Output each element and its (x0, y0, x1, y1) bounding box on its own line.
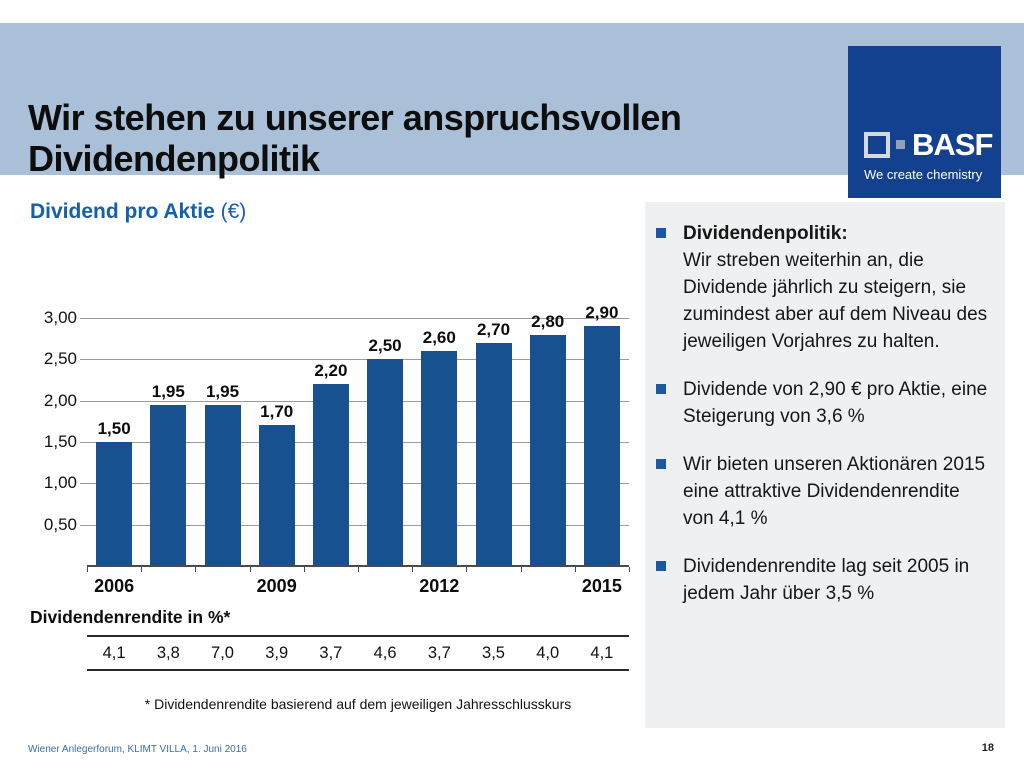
bullet-title: Dividendenpolitik: (683, 223, 848, 244)
y-axis-label: 1,50 (43, 431, 77, 451)
bullet-square-icon (656, 459, 666, 469)
chart-title-text: Dividend pro Aktie (30, 200, 215, 223)
y-axis-tick (80, 318, 87, 319)
x-axis-label-2006: 2006 (94, 576, 135, 596)
bar-2011 (367, 359, 403, 566)
bar-value-label: 2,60 (422, 328, 456, 348)
bar-2013 (476, 343, 512, 566)
bar-value-label: 1,95 (205, 381, 240, 401)
x-axis-label-2015: 2015 (581, 576, 622, 596)
bar-2008 (205, 405, 241, 566)
bar-2015 (584, 326, 620, 566)
logo-tagline: We create chemistry (864, 167, 983, 182)
rendite-table (87, 635, 629, 671)
x-axis-tick (250, 567, 251, 572)
y-axis-label: 2,00 (43, 390, 77, 410)
x-axis-tick (87, 567, 88, 572)
logo-small-square-icon (896, 140, 905, 149)
bar-value-label: 2,20 (314, 361, 348, 381)
rendite-value: 4,1 (590, 644, 614, 662)
bar-2009 (259, 425, 295, 566)
page-title-line1: Wir stehen zu unserer anspruchsvollen (28, 97, 682, 138)
bullet-item-dividendenrendite-seit-2005 (655, 553, 995, 607)
logo-wordmark: BASF (912, 127, 993, 162)
bar-value-label: 1,70 (260, 402, 294, 422)
bullet-text: Wir streben weiterhin an, die Dividende jährlich zu steigern, sie zumindest aber auf dem Niveau des jeweiligen Vorjahres zu halten. (683, 250, 988, 352)
bar-value-label: 2,70 (476, 319, 511, 339)
bar-value-label: 2,50 (368, 336, 402, 356)
rendite-heading: Dividendenrendite in %* (30, 607, 231, 627)
bullet-item-dividendenpolitik (655, 220, 995, 355)
rendite-value: 4,6 (373, 644, 397, 662)
bullet-item-dividende-steigerung (655, 376, 995, 430)
x-axis-tick (195, 567, 196, 572)
y-axis-tick (80, 359, 87, 360)
bullet-text: Dividende von 2,90 € pro Aktie, eine Steigerung von 3,6 % (683, 379, 988, 427)
page-title-line2: Dividendenpolitik (28, 138, 320, 179)
rendite-value: 3,5 (482, 644, 505, 662)
dividend-bar-chart (43, 296, 629, 596)
bar-value-label: 2,80 (531, 311, 565, 331)
bar-2007 (150, 405, 186, 566)
x-axis-tick (141, 567, 142, 572)
y-axis-label: 0,50 (43, 514, 77, 534)
rendite-value: 4,0 (536, 644, 560, 662)
bar-2012 (421, 351, 457, 566)
chart-title-unit: (€) (220, 200, 247, 223)
x-axis-tick (521, 567, 522, 572)
logo-outline-square-icon (864, 132, 890, 158)
rendite-value: 3,7 (319, 644, 343, 662)
x-axis-tick (629, 567, 630, 572)
bar-2010 (313, 384, 349, 566)
bullet-square-icon (656, 228, 666, 238)
bar-value-label: 2,90 (585, 303, 619, 323)
bar-value-label: 1,50 (97, 418, 131, 438)
footnote: * Dividendenrendite basierend auf dem jeweiligen Jahresschlusskurs (144, 696, 572, 712)
page-number: 18 (981, 742, 994, 754)
bullet-text: Dividendenrendite lag seit 2005 in jedem Jahr über 3,5 % (683, 556, 970, 604)
chart-title (30, 200, 246, 224)
x-axis-tick (358, 567, 359, 572)
bullet-square-icon (656, 384, 666, 394)
rendite-value: 3,9 (265, 644, 289, 662)
page-title (28, 97, 681, 179)
y-axis-tick (80, 442, 87, 443)
x-axis-label-2012: 2012 (419, 576, 460, 596)
rendite-value: 7,0 (211, 644, 234, 662)
y-axis-label: 2,50 (43, 349, 77, 369)
bar-value-label: 1,95 (151, 381, 185, 401)
bar-2014 (530, 335, 566, 566)
header-band (0, 23, 1024, 182)
bullet-text: Wir bieten unseren Aktionären 2015 eine attraktive Dividendenrendite von 4,1 % (683, 454, 986, 529)
y-axis-label: 3,00 (43, 307, 77, 327)
x-axis-tick (304, 567, 305, 572)
bullet-list (655, 220, 995, 607)
basf-logo (848, 46, 1001, 198)
basf-logo-mark (864, 129, 992, 160)
rendite-value: 3,8 (156, 644, 180, 662)
y-axis-tick (80, 525, 87, 526)
bullet-item-dividendenrendite-2015 (655, 451, 995, 532)
bar-2006 (96, 442, 132, 566)
x-axis-tick (466, 567, 467, 572)
footer-source: Wiener Anlegerforum, KLIMT VILLA, 1. Juni 2016 (28, 744, 247, 755)
y-axis-label: 1,00 (43, 473, 77, 493)
y-axis-tick (80, 401, 87, 402)
rendite-value: 3,7 (427, 644, 451, 662)
rendite-value: 4,1 (102, 644, 126, 662)
bullet-square-icon (656, 561, 666, 571)
sidebar-panel (645, 202, 1005, 728)
y-axis-tick (80, 483, 87, 484)
x-axis-tick (575, 567, 576, 572)
x-axis-tick (412, 567, 413, 572)
x-axis-label-2009: 2009 (256, 576, 297, 596)
